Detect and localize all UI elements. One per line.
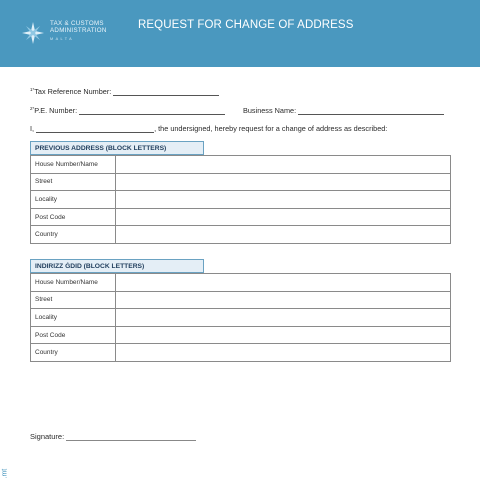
- new-street-field[interactable]: [116, 291, 451, 309]
- new-locality-label: Locality: [31, 309, 116, 327]
- previous-address-table: [30, 155, 451, 244]
- prev-house-label: House Number/Name: [31, 156, 116, 174]
- prev-street-label: Street: [31, 173, 116, 191]
- new-house-field[interactable]: [116, 274, 451, 292]
- table-row: [31, 291, 451, 309]
- new-postcode-label: Post Code: [31, 326, 116, 344]
- tax-reference-line: [30, 87, 219, 96]
- declaration-prefix: I,: [30, 124, 35, 133]
- business-name-field[interactable]: [298, 107, 444, 115]
- margin-url: .mt: [1, 468, 9, 479]
- table-row: [31, 208, 451, 226]
- prev-locality-field[interactable]: [116, 191, 451, 209]
- business-name-line: [243, 106, 444, 115]
- logo-line-1: TAX & CUSTOMS: [50, 20, 104, 27]
- star-logo-icon: [22, 22, 44, 44]
- tax-ref-field[interactable]: [113, 88, 219, 96]
- document-title: REQUEST FOR CHANGE OF ADDRESS: [138, 19, 354, 31]
- prev-postcode-field[interactable]: [116, 208, 451, 226]
- signature-line: [30, 432, 196, 441]
- tax-ref-marker: 1*: [30, 87, 35, 92]
- new-address-table: [30, 273, 451, 362]
- prev-street-field[interactable]: [116, 173, 451, 191]
- table-row: [31, 156, 451, 174]
- new-locality-field[interactable]: [116, 309, 451, 327]
- table-row: [31, 191, 451, 209]
- table-row: [31, 274, 451, 292]
- declaration-line: [30, 124, 387, 133]
- prev-postcode-label: Post Code: [31, 208, 116, 226]
- prev-country-field[interactable]: [116, 226, 451, 244]
- table-row: [31, 173, 451, 191]
- pe-number-line: [30, 106, 225, 115]
- tax-ref-label: Tax Reference Number:: [34, 87, 112, 96]
- prev-locality-label: Locality: [31, 191, 116, 209]
- new-country-label: Country: [31, 344, 116, 362]
- prev-country-label: Country: [31, 226, 116, 244]
- prev-house-field[interactable]: [116, 156, 451, 174]
- table-row: [31, 309, 451, 327]
- logo-line-3: MALTA: [50, 37, 75, 41]
- signature-field[interactable]: [66, 433, 196, 441]
- new-house-label: House Number/Name: [31, 274, 116, 292]
- business-name-label: Business Name:: [243, 106, 297, 115]
- logo-line-2: ADMINISTRATION: [50, 27, 107, 34]
- signature-label: Signature:: [30, 432, 65, 441]
- pe-marker: 2*: [30, 106, 35, 111]
- new-country-field[interactable]: [116, 344, 451, 362]
- applicant-name-field[interactable]: [36, 125, 154, 133]
- previous-address-heading: PREVIOUS ADDRESS (BLOCK LETTERS): [30, 141, 204, 155]
- table-row: [31, 226, 451, 244]
- pe-number-field[interactable]: [79, 107, 225, 115]
- table-row: [31, 326, 451, 344]
- table-row: [31, 344, 451, 362]
- page-header: [0, 0, 480, 67]
- new-postcode-field[interactable]: [116, 326, 451, 344]
- declaration-suffix: , the undersigned, hereby request for a change of address as described:: [154, 124, 388, 133]
- pe-label: P.E. Number:: [34, 106, 78, 115]
- logo-text: [50, 20, 107, 43]
- new-street-label: Street: [31, 291, 116, 309]
- new-address-heading: INDIRIZZ ĠDID (BLOCK LETTERS): [30, 259, 204, 273]
